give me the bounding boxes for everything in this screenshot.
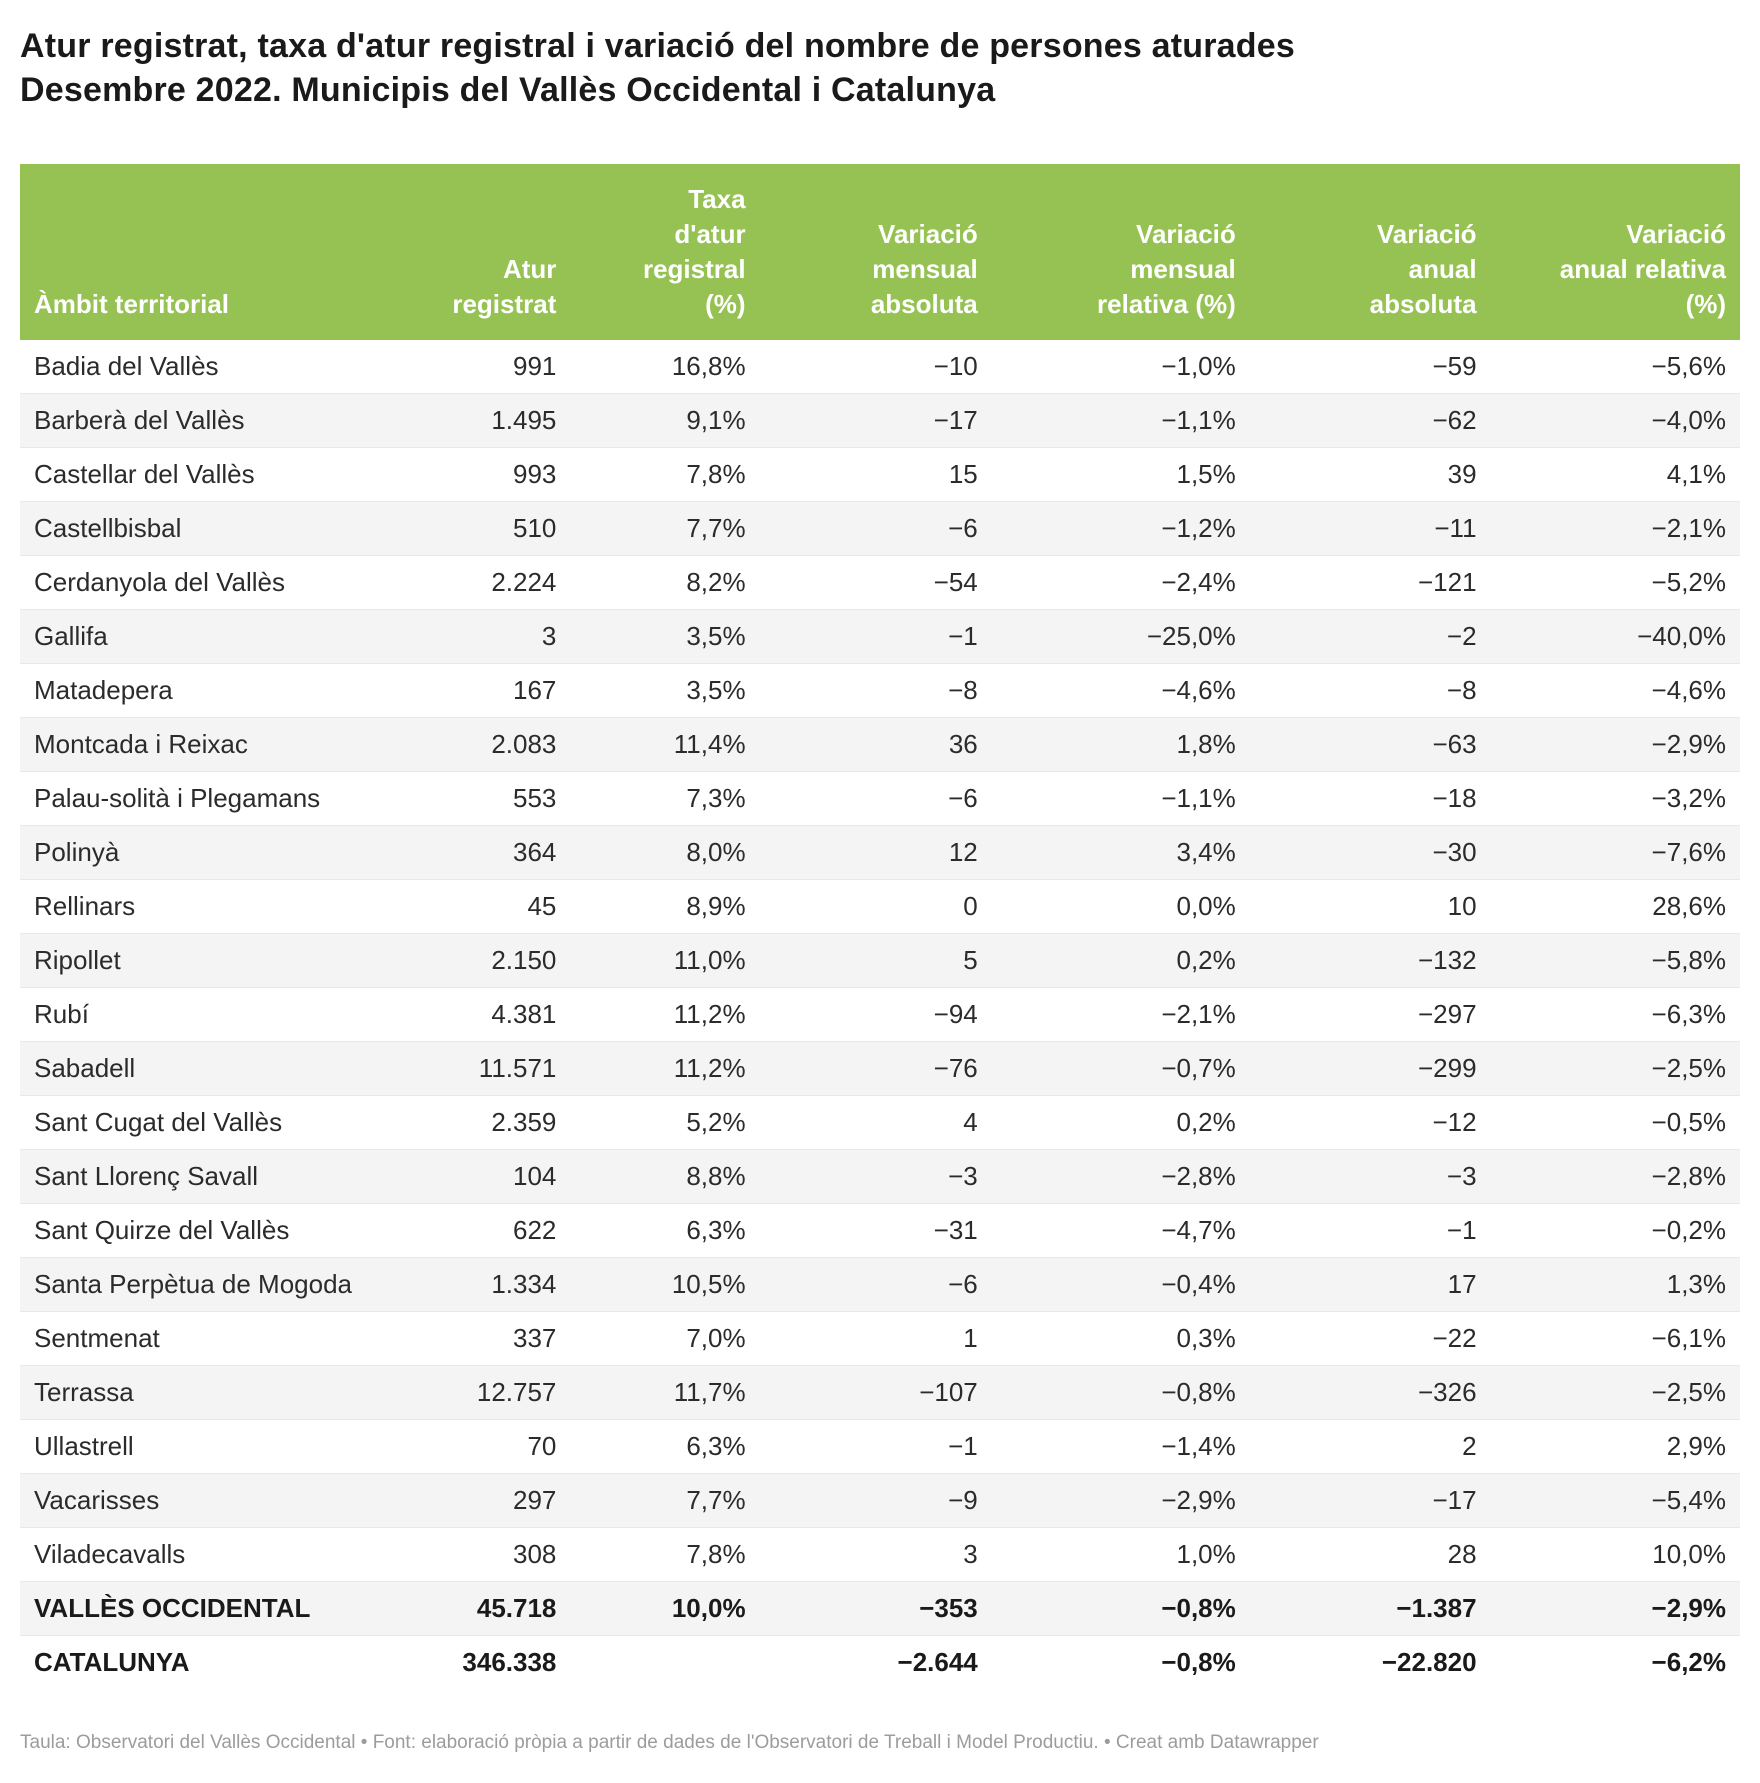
column-header: Taxa d'atur registral (%) <box>570 164 759 340</box>
value-cell: −11 <box>1434 513 1477 543</box>
table-row <box>20 718 1740 772</box>
value-cell: 5,2% <box>686 1107 746 1137</box>
value-cell: 346.338 <box>462 1647 557 1677</box>
value-cell: −6,1% <box>1651 1323 1726 1353</box>
table-row <box>20 394 1740 448</box>
value-cell: 9,1% <box>686 405 746 435</box>
page-title-line-1: Atur registrat, taxa d'atur registral i variació del nombre de persones aturades <box>20 27 1295 65</box>
value-cell: −18 <box>1432 783 1477 813</box>
value-cell: 3 <box>541 621 557 651</box>
row-label-cell: Polinyà <box>34 837 120 867</box>
value-cell: −59 <box>1432 351 1477 381</box>
value-cell: −3 <box>948 1161 978 1191</box>
value-cell: −5,8% <box>1651 945 1726 975</box>
table-row <box>20 1204 1740 1258</box>
value-cell: −54 <box>933 567 978 597</box>
value-cell: 7,8% <box>686 459 746 489</box>
value-cell: 36 <box>948 729 978 759</box>
value-cell: −2,5% <box>1651 1053 1726 1083</box>
value-cell: 4,1% <box>1666 459 1726 489</box>
value-cell: 1 <box>963 1323 978 1353</box>
value-cell: −6 <box>948 1269 978 1299</box>
value-cell: −30 <box>1432 837 1477 867</box>
column-header: Variació anual relativa (%) <box>1491 164 1740 340</box>
value-cell: −8 <box>1446 675 1477 705</box>
value-cell: −2,4% <box>1161 567 1236 597</box>
value-cell: 3,4% <box>1176 837 1236 867</box>
row-label-cell: Montcada i Reixac <box>34 729 248 759</box>
column-header: Variació mensual relativa (%) <box>992 164 1250 340</box>
value-cell: 45.718 <box>476 1593 557 1623</box>
value-cell: −22 <box>1432 1323 1477 1353</box>
value-cell: −107 <box>919 1377 978 1407</box>
value-cell <box>570 1636 759 1690</box>
row-label-cell: Badia del Vallès <box>34 351 219 381</box>
row-label-cell: Palau-solità i Plegamans <box>34 783 321 813</box>
footer-text: Taula: Observatori del Vallès Occidental • Font: elaboració pròpia a partir de dades de l'Observatori de Treball i Model Productiu. • Creat amb <box>20 1732 1210 1753</box>
row-label-cell: Cerdanyola del Vallès <box>34 567 285 597</box>
row-label-cell: Barberà del Vallès <box>34 405 245 435</box>
value-cell: −326 <box>1417 1377 1477 1407</box>
value-cell: 45 <box>527 891 557 921</box>
row-label-cell: VALLÈS OCCIDENTAL <box>34 1593 311 1623</box>
value-cell: 11,2% <box>673 1053 746 1083</box>
value-cell: 11,0% <box>673 945 746 975</box>
value-cell: −1,1% <box>1161 783 1236 813</box>
value-cell: −2 <box>1446 621 1477 651</box>
value-cell: −6,2% <box>1651 1647 1726 1677</box>
value-cell: 297 <box>513 1485 557 1515</box>
value-cell: 11.571 <box>478 1053 557 1083</box>
value-cell: −299 <box>1417 1053 1477 1083</box>
value-cell: 7,0% <box>686 1323 746 1353</box>
value-cell: 1.495 <box>491 405 557 435</box>
value-cell: 5 <box>963 945 978 975</box>
value-cell: 337 <box>513 1323 557 1353</box>
total-row <box>20 1582 1740 1636</box>
table-row <box>20 610 1740 664</box>
value-cell: 7,7% <box>686 513 746 543</box>
table-row <box>20 1474 1740 1528</box>
value-cell: 39 <box>1447 459 1477 489</box>
value-cell: 6,3% <box>686 1431 746 1461</box>
value-cell: 553 <box>513 783 557 813</box>
value-cell: −31 <box>933 1215 978 1245</box>
row-label-cell: Sentmenat <box>34 1323 160 1353</box>
value-cell: 12.757 <box>476 1377 557 1407</box>
value-cell: −22.820 <box>1381 1647 1477 1677</box>
value-cell: −353 <box>919 1593 978 1623</box>
value-cell: 70 <box>527 1431 557 1461</box>
value-cell: −0,2% <box>1651 1215 1726 1245</box>
value-cell: −12 <box>1432 1107 1477 1137</box>
row-label-cell: Sant Llorenç Savall <box>34 1161 259 1191</box>
value-cell: −2,8% <box>1651 1161 1726 1191</box>
value-cell: −132 <box>1417 945 1477 975</box>
column-header: Variació anual absoluta <box>1250 164 1491 340</box>
value-cell: 11,4% <box>673 729 746 759</box>
row-label-cell: Sant Quirze del Vallès <box>34 1215 290 1245</box>
value-cell: 7,3% <box>686 783 746 813</box>
value-cell: −1 <box>948 621 978 651</box>
value-cell: 510 <box>513 513 557 543</box>
value-cell: −4,6% <box>1161 675 1236 705</box>
value-cell: 10,5% <box>671 1269 746 1299</box>
table-row <box>20 880 1740 934</box>
value-cell: −2,8% <box>1161 1161 1236 1191</box>
value-cell: −2,9% <box>1161 1485 1236 1515</box>
value-cell: 2,9% <box>1666 1431 1726 1461</box>
datawrapper-link[interactable]: Datawrapper <box>1209 1732 1319 1753</box>
value-cell: 10,0% <box>1652 1539 1726 1569</box>
table-row <box>20 1312 1740 1366</box>
row-label-cell: Vacarisses <box>34 1485 160 1515</box>
value-cell: −8 <box>948 675 978 705</box>
row-label-cell: Ullastrell <box>34 1431 134 1461</box>
table-row <box>20 1420 1740 1474</box>
value-cell: 991 <box>513 351 557 381</box>
total-row <box>20 1636 1740 1690</box>
value-cell: −0,7% <box>1161 1053 1236 1083</box>
value-cell: 2.359 <box>491 1107 557 1137</box>
value-cell: 104 <box>513 1161 557 1191</box>
row-label-cell: Castellbisbal <box>34 513 182 543</box>
table-row <box>20 1096 1740 1150</box>
value-cell: 7,8% <box>686 1539 746 1569</box>
table-row <box>20 502 1740 556</box>
table-row <box>20 556 1740 610</box>
row-label-cell: Santa Perpètua de Mogoda <box>34 1269 353 1299</box>
value-cell: −10 <box>933 351 978 381</box>
value-cell: 8,0% <box>686 837 746 867</box>
value-cell: 28,6% <box>1652 891 1726 921</box>
value-cell: −2,1% <box>1651 513 1726 543</box>
table-row <box>20 772 1740 826</box>
table-row <box>20 448 1740 502</box>
value-cell: −25,0% <box>1146 621 1236 651</box>
table-body <box>20 340 1740 1689</box>
value-cell: −3 <box>1446 1161 1477 1191</box>
value-cell: 0,2% <box>1176 1107 1236 1137</box>
value-cell: 3,5% <box>686 621 746 651</box>
value-cell: 0,0% <box>1176 891 1236 921</box>
value-cell: −2,9% <box>1651 1593 1726 1623</box>
value-cell: 2.083 <box>491 729 557 759</box>
value-cell: −7,6% <box>1651 837 1726 867</box>
row-label-cell: Sant Cugat del Vallès <box>34 1107 283 1137</box>
value-cell: 11,2% <box>673 999 746 1029</box>
row-label-cell: Ripollet <box>34 945 121 975</box>
value-cell: 15 <box>948 459 978 489</box>
value-cell: 10 <box>1447 891 1477 921</box>
value-cell: 8,8% <box>686 1161 746 1191</box>
value-cell: −40,0% <box>1637 621 1726 651</box>
value-cell: −0,5% <box>1651 1107 1726 1137</box>
value-cell: 2.150 <box>491 945 557 975</box>
column-header: Àmbit territorial <box>20 164 416 340</box>
value-cell: −0,4% <box>1161 1269 1236 1299</box>
value-cell: −5,4% <box>1651 1485 1726 1515</box>
value-cell: −121 <box>1417 567 1477 597</box>
column-header: Variació mensual absoluta <box>760 164 992 340</box>
value-cell: 10,0% <box>671 1593 746 1623</box>
value-cell: −0,8% <box>1161 1377 1236 1407</box>
value-cell: −1,4% <box>1161 1431 1236 1461</box>
value-cell: −17 <box>1432 1485 1477 1515</box>
value-cell: 12 <box>948 837 978 867</box>
value-cell: −63 <box>1432 729 1477 759</box>
value-cell: −3,2% <box>1651 783 1726 813</box>
value-cell: 3 <box>963 1539 978 1569</box>
row-label-cell: Gallifa <box>34 621 108 651</box>
table-row <box>20 1258 1740 1312</box>
value-cell: 1,0% <box>1176 1539 1236 1569</box>
page-title-line-2: Desembre 2022. Municipis del Vallès Occidental i Catalunya <box>20 71 996 109</box>
value-cell: −17 <box>933 405 978 435</box>
value-cell: −2,5% <box>1651 1377 1726 1407</box>
value-cell: 6,3% <box>686 1215 746 1245</box>
value-cell: 308 <box>513 1539 557 1569</box>
value-cell: −1 <box>1446 1215 1477 1245</box>
value-cell: 1,8% <box>1176 729 1236 759</box>
value-cell: −6 <box>948 783 978 813</box>
value-cell: −76 <box>933 1053 978 1083</box>
value-cell: −2,1% <box>1161 999 1236 1029</box>
row-label-cell: Viladecavalls <box>34 1539 186 1569</box>
table-row <box>20 664 1740 718</box>
value-cell: 1,3% <box>1666 1269 1726 1299</box>
table-row <box>20 1042 1740 1096</box>
table-row <box>20 934 1740 988</box>
value-cell: −297 <box>1417 999 1477 1029</box>
value-cell: 364 <box>513 837 557 867</box>
column-header: Atur registrat <box>416 164 571 340</box>
table-row <box>20 1150 1740 1204</box>
value-cell: 2.224 <box>491 567 557 597</box>
value-cell: 8,9% <box>686 891 746 921</box>
value-cell: 0,3% <box>1176 1323 1236 1353</box>
value-cell: 7,7% <box>686 1485 746 1515</box>
value-cell: −2.644 <box>897 1647 978 1677</box>
value-cell: −1 <box>948 1431 978 1461</box>
row-label-cell: Terrassa <box>34 1377 134 1407</box>
row-label-cell: Matadepera <box>34 675 173 705</box>
value-cell: 1,5% <box>1176 459 1236 489</box>
value-cell: −1,0% <box>1161 351 1236 381</box>
value-cell: −5,6% <box>1651 351 1726 381</box>
table-row <box>20 826 1740 880</box>
value-cell: 17 <box>1447 1269 1477 1299</box>
row-label-cell: Rellinars <box>34 891 136 921</box>
row-label-cell: Castellar del Vallès <box>34 459 255 489</box>
value-cell: −94 <box>933 999 978 1029</box>
value-cell: −4,6% <box>1651 675 1726 705</box>
table-row <box>20 1366 1740 1420</box>
value-cell: 622 <box>513 1215 557 1245</box>
value-cell: 4 <box>963 1107 978 1137</box>
value-cell: −5,2% <box>1651 567 1726 597</box>
value-cell: −2,9% <box>1651 729 1726 759</box>
value-cell: 8,2% <box>686 567 746 597</box>
value-cell: −1,2% <box>1161 513 1236 543</box>
row-label-cell: Rubí <box>34 999 89 1029</box>
value-cell: −1.387 <box>1396 1593 1477 1623</box>
value-cell: 11,7% <box>673 1377 746 1407</box>
data-table <box>20 164 1740 1689</box>
footer-credits <box>20 1731 1740 1783</box>
value-cell: −0,8% <box>1161 1647 1236 1677</box>
table-header-row <box>20 164 1740 340</box>
row-label-cell: CATALUNYA <box>34 1647 190 1677</box>
value-cell: 16,8% <box>671 351 746 381</box>
value-cell: 0,2% <box>1176 945 1236 975</box>
value-cell: 3,5% <box>686 675 746 705</box>
value-cell: −4,7% <box>1161 1215 1236 1245</box>
value-cell: 1.334 <box>491 1269 557 1299</box>
value-cell: −1,1% <box>1161 405 1236 435</box>
value-cell: 4.381 <box>491 999 557 1029</box>
value-cell: 167 <box>513 675 557 705</box>
table-row <box>20 340 1740 394</box>
value-cell: −4,0% <box>1651 405 1726 435</box>
table-row <box>20 988 1740 1042</box>
row-label-cell: Sabadell <box>34 1053 136 1083</box>
value-cell: −6,3% <box>1651 999 1726 1029</box>
value-cell: 2 <box>1462 1431 1477 1461</box>
value-cell: −9 <box>948 1485 978 1515</box>
value-cell: 993 <box>513 459 557 489</box>
value-cell: 0 <box>963 891 978 921</box>
value-cell: −62 <box>1432 405 1477 435</box>
value-cell: −6 <box>948 513 978 543</box>
value-cell: 28 <box>1447 1539 1477 1569</box>
table-row <box>20 1528 1740 1582</box>
page-title <box>20 24 1740 112</box>
value-cell: −0,8% <box>1161 1593 1236 1623</box>
